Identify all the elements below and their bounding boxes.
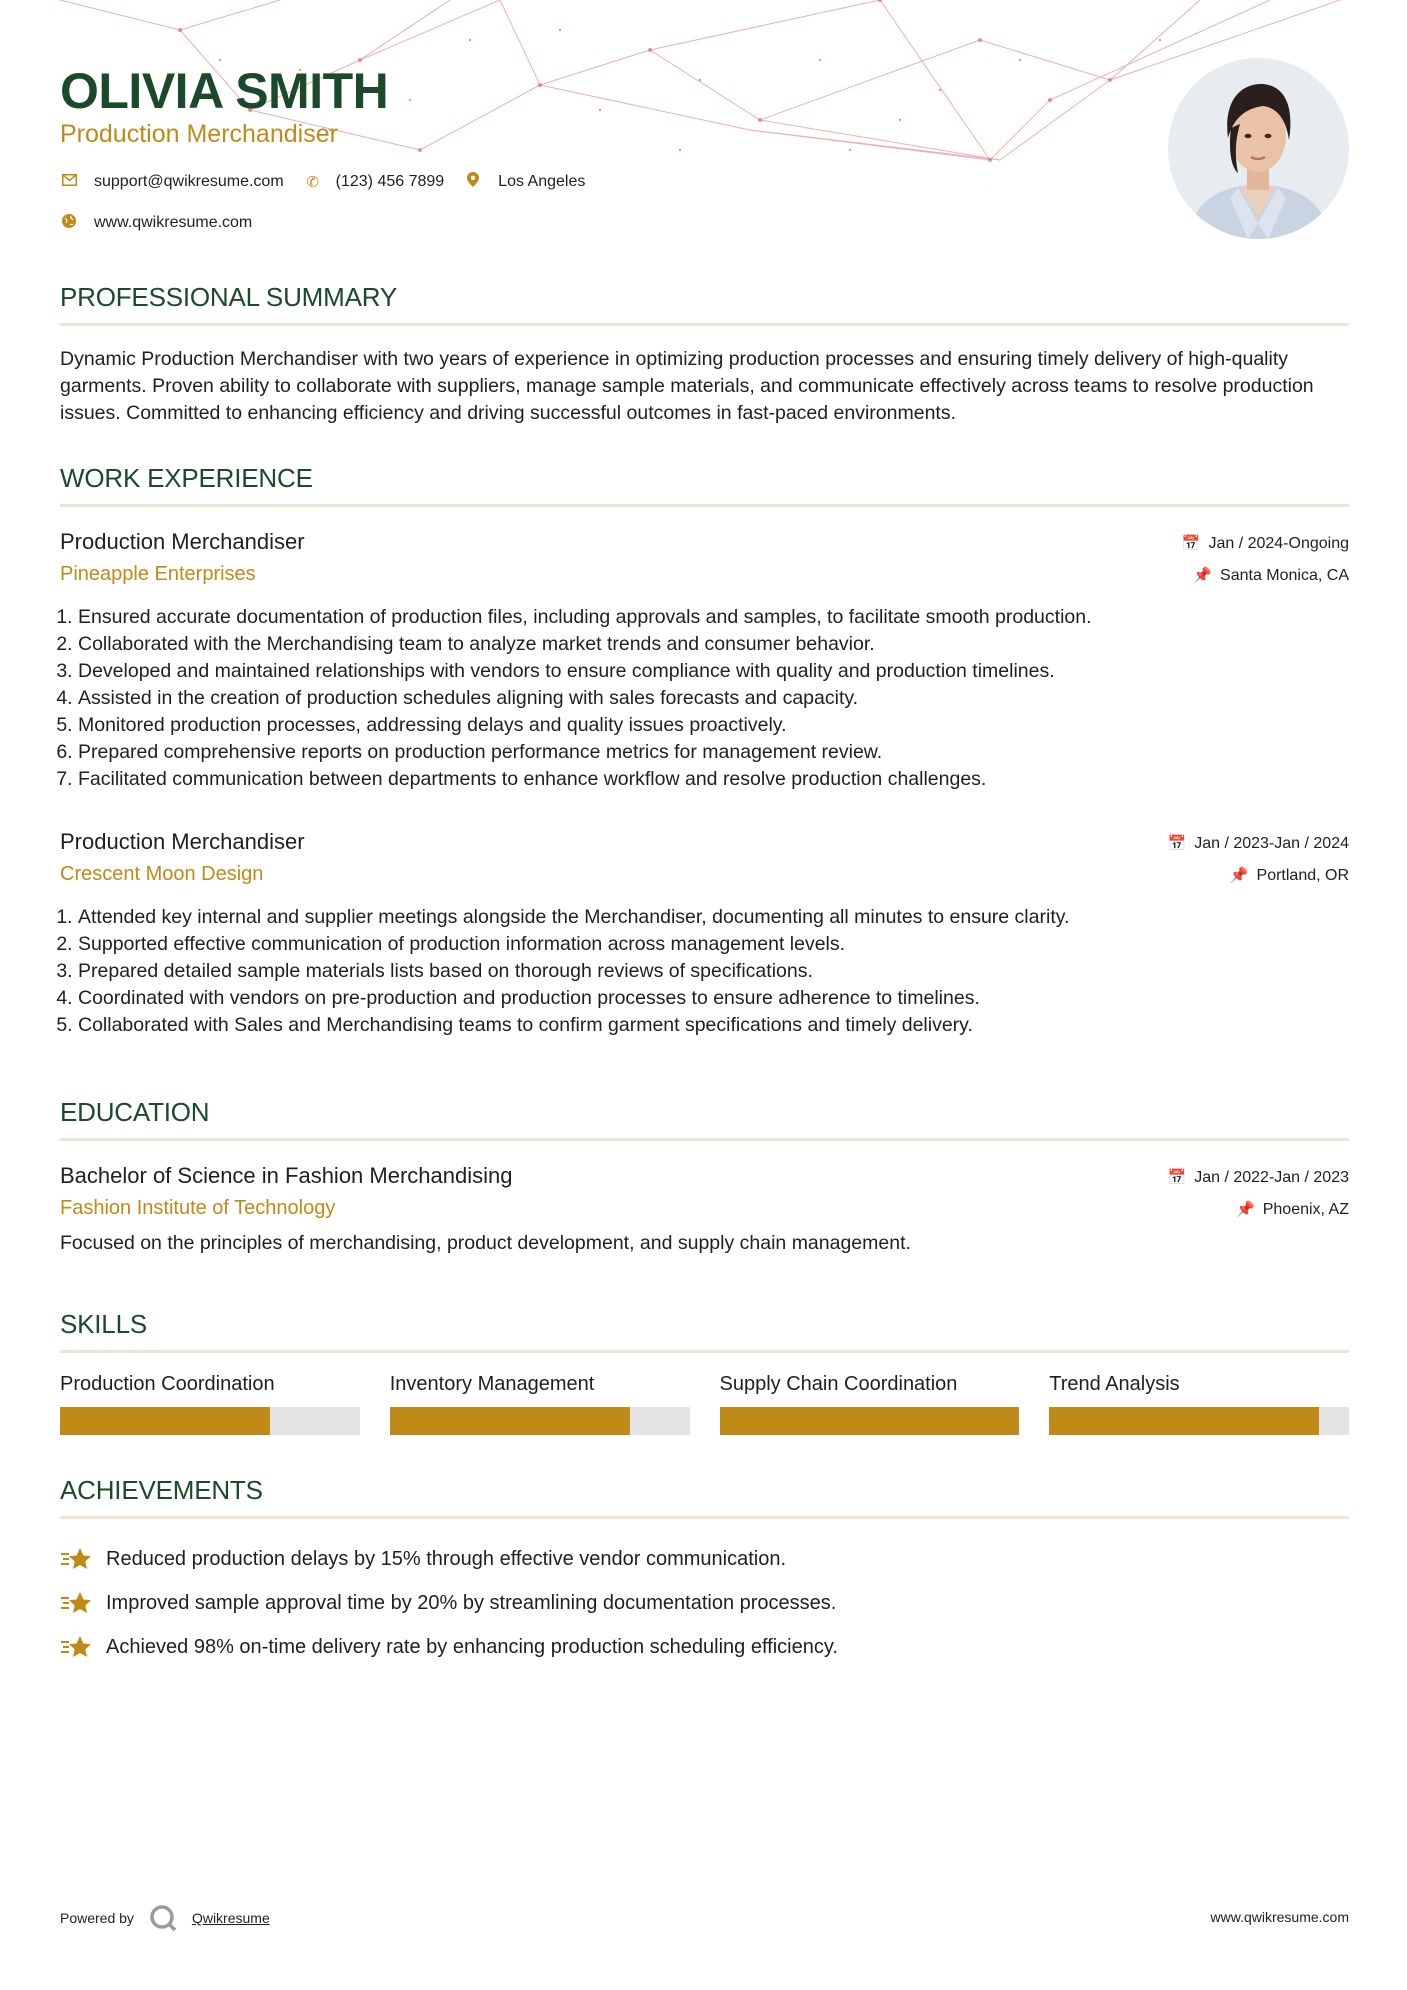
skill-name: Supply Chain Coordination — [719, 1373, 958, 1395]
pin-icon: 📌 — [1193, 567, 1213, 584]
powered-by — [60, 1903, 270, 1933]
achievement-item — [60, 1581, 1349, 1625]
job-dates-text: Jan / 2023-Jan / 2024 — [1194, 835, 1349, 852]
education-entry — [60, 1163, 1349, 1255]
school-name: Fashion Institute of Technology — [60, 1197, 336, 1219]
section-divider — [60, 1516, 1349, 1519]
job-location-text: Portland, OR — [1256, 867, 1349, 884]
job-duties-list — [60, 604, 1349, 793]
job-location — [1168, 865, 1349, 897]
job-meta — [1182, 533, 1349, 597]
duty-item: 4. Assisted in the creation of production schedules aligning with sales forecasts and capacity. — [78, 685, 1349, 712]
resume-header — [60, 0, 1349, 250]
summary-section — [60, 282, 1349, 427]
skill-item — [720, 1373, 1020, 1435]
envelope-icon — [60, 173, 78, 190]
calendar-icon: 📅 — [1167, 835, 1187, 852]
education-heading: EDUCATION — [60, 1097, 210, 1127]
skill-bar — [1049, 1407, 1349, 1435]
section-divider — [60, 1138, 1349, 1141]
email-text: support@qwikresume.com — [94, 172, 284, 190]
profile-photo — [1168, 58, 1349, 239]
qwikresume-link[interactable]: Qwikresume — [191, 1910, 270, 1926]
skill-bar — [390, 1407, 690, 1435]
skill-bar-fill — [720, 1407, 1020, 1435]
footer-website[interactable]: www.qwikresume.com — [1210, 1909, 1349, 1925]
job-location-text: Santa Monica, CA — [1220, 567, 1349, 584]
skill-bar-fill — [390, 1407, 630, 1435]
page-footer — [60, 1903, 1349, 1933]
job-location — [1182, 565, 1349, 597]
email-contact[interactable] — [60, 173, 284, 191]
achievement-item — [60, 1537, 1349, 1581]
duty-item: 7. Facilitated communication between departments to enhance workflow and resolve production challenges. — [78, 766, 1349, 793]
duty-item: 4. Coordinated with vendors on pre-production and production processes to ensure adherence to timelines. — [78, 985, 1349, 1012]
star-icon — [60, 1634, 92, 1660]
job-entry — [60, 829, 1349, 1039]
job-company: Pineapple Enterprises — [60, 563, 256, 585]
summary-text: Dynamic Production Merchandiser with two years of experience in optimizing production processes and ensuring timely delivery of high-quality garments. Proven ability to collaborate with suppliers, manage sample materials, and communicate effectively across teams to resolve production issues. Committed to enhancing efficiency and driving successful outcomes in fast-paced environments. — [60, 348, 1314, 424]
experience-heading: WORK EXPERIENCE — [60, 463, 313, 493]
education-section — [60, 1097, 1349, 1255]
education-dates-text: Jan / 2022-Jan / 2023 — [1194, 1169, 1349, 1186]
education-meta — [1168, 1167, 1349, 1231]
duty-item: 3. Developed and maintained relationships with vendors to ensure compliance with quality and production timelines. — [78, 658, 1349, 685]
skill-name: Trend Analysis — [1049, 1373, 1180, 1395]
duty-item: 3. Prepared detailed sample materials lists based on thorough reviews of specifications. — [78, 958, 1349, 985]
education-dates — [1168, 1167, 1349, 1199]
duty-item: 6. Prepared comprehensive reports on production performance metrics for management review. — [78, 739, 1349, 766]
section-divider — [60, 504, 1349, 507]
skill-bar — [720, 1407, 1020, 1435]
achievement-item — [60, 1625, 1349, 1669]
location-contact — [464, 172, 585, 191]
pin-icon: 📌 — [1236, 1201, 1255, 1218]
website-contact[interactable] — [60, 214, 252, 232]
job-entry — [60, 529, 1349, 793]
skill-item — [1049, 1373, 1349, 1435]
education-location — [1168, 1199, 1349, 1231]
duty-item: 5. Collaborated with Sales and Merchandising teams to confirm garment specifications and timely delivery. — [78, 1012, 1349, 1039]
skill-name: Production Coordination — [60, 1373, 275, 1395]
skills-heading: SKILLS — [60, 1309, 147, 1339]
pin-icon: 📌 — [1229, 867, 1249, 884]
section-divider — [60, 323, 1349, 326]
achievement-text: Reduced production delays by 15% through effective vendor communication. — [106, 1547, 787, 1570]
job-title: Production Merchandiser — [60, 529, 305, 554]
achievements-heading: ACHIEVEMENTS — [60, 1475, 263, 1505]
education-location-text: Phoenix, AZ — [1262, 1201, 1349, 1218]
job-dates — [1168, 833, 1349, 865]
job-dates-text: Jan / 2024-Ongoing — [1208, 535, 1349, 552]
calendar-icon: 📅 — [1167, 1169, 1187, 1186]
resume-page — [60, 0, 1349, 1669]
map-pin-icon — [464, 172, 482, 191]
skill-bar-fill — [60, 1407, 270, 1435]
location-text: Los Angeles — [498, 172, 586, 190]
achievement-text: Improved sample approval time by 20% by streamlining documentation processes. — [106, 1591, 837, 1614]
achievements-section — [60, 1475, 1349, 1669]
star-icon — [60, 1590, 92, 1616]
job-company: Crescent Moon Design — [60, 863, 264, 885]
phone-text: (123) 456 7899 — [335, 172, 445, 190]
experience-section — [60, 463, 1349, 1039]
skills-section — [60, 1309, 1349, 1435]
education-description: Focused on the principles of merchandising, product development, and supply chain management. — [60, 1232, 911, 1254]
section-divider — [60, 1350, 1349, 1353]
job-duties-list — [60, 904, 1349, 1039]
duty-item: 2. Collaborated with the Merchandising team to analyze market trends and consumer behavior. — [78, 631, 1349, 658]
job-title: Production Merchandiser — [60, 829, 305, 854]
calendar-icon: 📅 — [1181, 535, 1201, 552]
achievement-text: Achieved 98% on-time delivery rate by enhancing production scheduling efficiency. — [106, 1635, 838, 1658]
skill-bar — [60, 1407, 360, 1435]
duty-item: 2. Supported effective communication of production information across management levels. — [78, 931, 1349, 958]
job-meta — [1168, 833, 1349, 897]
phone-contact[interactable] — [304, 173, 445, 191]
achievements-list — [60, 1537, 1349, 1669]
qwikresume-logo-icon — [148, 1903, 178, 1933]
degree-title: Bachelor of Science in Fashion Merchandising — [60, 1163, 513, 1188]
duty-item: 1. Attended key internal and supplier meetings alongside the Merchandiser, documenting all minutes to ensure clarity. — [78, 904, 1349, 931]
skill-name: Inventory Management — [389, 1373, 595, 1395]
powered-by-label: Powered by — [60, 1910, 134, 1926]
phone-icon: ✆ — [306, 173, 319, 191]
skills-grid — [60, 1373, 1349, 1435]
duty-item: 1. Ensured accurate documentation of production files, including approvals and samples, to facilitate smooth production. — [78, 604, 1349, 631]
star-icon — [60, 1546, 92, 1572]
candidate-title: Production Merchandiser — [60, 120, 338, 148]
skill-bar-fill — [1049, 1407, 1319, 1435]
candidate-name: OLIVIA SMITH — [60, 63, 389, 119]
skill-item — [60, 1373, 360, 1435]
summary-heading: PROFESSIONAL SUMMARY — [60, 282, 397, 312]
job-dates — [1182, 533, 1349, 565]
skill-item — [390, 1373, 690, 1435]
duty-item: 5. Monitored production processes, addressing delays and quality issues proactively. — [78, 712, 1349, 739]
website-row — [60, 214, 272, 232]
contact-row — [60, 172, 605, 191]
globe-icon — [60, 214, 78, 232]
website-text: www.qwikresume.com — [94, 214, 253, 231]
